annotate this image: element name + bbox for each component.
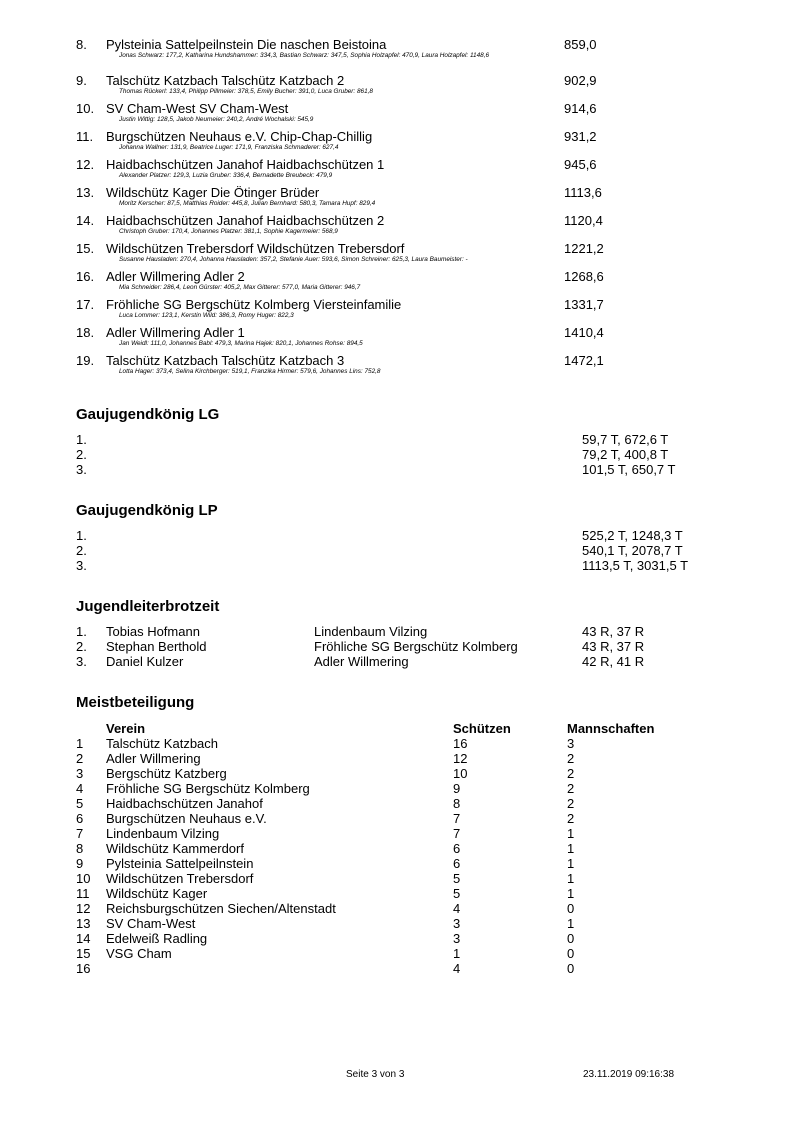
team-members: Justin Wittig: 128,5, Jakob Neumeier: 240,2, André Wochalski: 545,9 — [119, 116, 314, 123]
team-count: 1 — [567, 856, 575, 871]
team-count: 1 — [567, 871, 575, 886]
shooter-count: 7 — [453, 826, 461, 841]
team-members: Moritz Kerscher: 87,5, Matthias Roider: 445,8, Julian Bernhard: 580,3, Tamara Hupf: 829,4 — [119, 200, 376, 207]
rank: 1. — [76, 624, 87, 639]
person-name: Tobias Hofmann — [106, 624, 200, 639]
team-rank: 13. — [76, 185, 95, 200]
team-members: Mia Schneider: 286,4, Leon Gürster: 405,2, Max Gitterer: 577,0, Maria Gitterer: 946,7 — [119, 284, 361, 291]
team-score: 1268,6 — [564, 269, 604, 284]
team-count: 1 — [567, 841, 575, 856]
team-score: 1221,2 — [564, 241, 604, 256]
team-name: Talschütz Katzbach Talschütz Katzbach 3 — [106, 353, 345, 368]
club-name: VSG Cham — [106, 946, 172, 961]
team-members: Lotta Hager: 373,4, Selina Kirchberger: 519,1, Franzika Hirmer: 579,6, Johannes Lins: 752,8 — [119, 368, 381, 375]
section-title-gaujugendkoenig-lp: Gaujugendkönig LP — [76, 502, 218, 519]
shooter-count: 1 — [453, 946, 461, 961]
team-count: 0 — [567, 946, 575, 961]
row-rank: 5 — [76, 796, 84, 811]
row-rank: 9 — [76, 856, 84, 871]
team-count: 1 — [567, 886, 575, 901]
team-name: Haidbachschützen Janahof Haidbachschützen 1 — [106, 157, 385, 172]
team-members: Susanne Hausladen: 270,4, Johanna Hausladen: 357,2, Stefanie Auer: 593,6, Simon Schreiner: 625,3, Laura Baumeister: - — [119, 256, 468, 263]
value: 525,2 T, 1248,3 T — [582, 528, 683, 543]
team-members: Jan Weidl: 111,0, Johannes Babl: 479,3, Marina Hajek: 820,1, Johannes Rohse: 894,5 — [119, 340, 363, 347]
shooter-count: 4 — [453, 901, 461, 916]
row-rank: 13 — [76, 916, 91, 931]
team-count: 0 — [567, 931, 575, 946]
shooter-count: 6 — [453, 856, 461, 871]
club-name: Lindenbaum Vilzing — [106, 826, 220, 841]
team-count: 0 — [567, 901, 575, 916]
team-count: 2 — [567, 766, 575, 781]
club-name: Wildschützen Trebersdorf — [106, 871, 254, 886]
rank: 2. — [76, 639, 87, 654]
team-name: Wildschützen Trebersdorf Wildschützen Trebersdorf — [106, 241, 405, 256]
row-rank: 12 — [76, 901, 91, 916]
team-count: 1 — [567, 916, 575, 931]
row-rank: 2 — [76, 751, 84, 766]
club-name: Lindenbaum Vilzing — [314, 624, 428, 639]
team-rank: 19. — [76, 353, 95, 368]
rank: 1. — [76, 432, 87, 447]
team-count: 2 — [567, 781, 575, 796]
row-rank: 16 — [76, 961, 91, 976]
row-rank: 8 — [76, 841, 84, 856]
shooter-count: 12 — [453, 751, 468, 766]
team-score: 1410,4 — [564, 325, 604, 340]
value: 1113,5 T, 3031,5 T — [582, 558, 689, 573]
club-name: Burgschützen Neuhaus e.V. — [106, 811, 267, 826]
row-rank: 15 — [76, 946, 91, 961]
shooter-count: 9 — [453, 781, 461, 796]
print-timestamp: 23.11.2019 09:16:38 — [583, 1069, 675, 1080]
team-score: 902,9 — [564, 73, 597, 88]
row-rank: 6 — [76, 811, 84, 826]
team-score: 945,6 — [564, 157, 597, 172]
shooter-count: 4 — [453, 961, 461, 976]
column-header-schuetzen: Schützen — [453, 721, 511, 736]
club-name: Reichsburgschützen Siechen/Altenstadt — [106, 901, 336, 916]
club-name: Wildschütz Kager — [106, 886, 208, 901]
shooter-count: 3 — [453, 916, 461, 931]
team-rank: 15. — [76, 241, 95, 256]
value: 43 R, 37 R — [582, 624, 645, 639]
club-name: Edelweiß Radling — [106, 931, 208, 946]
team-rank: 12. — [76, 157, 95, 172]
team-rank: 14. — [76, 213, 95, 228]
team-members: Johanna Wallner: 131,9, Beatrice Luger: 171,9, Franziska Schmaderer: 627,4 — [119, 144, 339, 151]
team-name: Burgschützen Neuhaus e.V. Chip-Chap-Chillig — [106, 129, 373, 144]
team-name: Pylsteinia Sattelpeilnstein Die naschen Beistoina — [106, 37, 387, 52]
shooter-count: 8 — [453, 796, 461, 811]
club-name: Haidbachschützen Janahof — [106, 796, 263, 811]
team-score: 1472,1 — [564, 353, 604, 368]
team-members: Christoph Gruber: 170,4, Johannes Platzer: 381,1, Sophie Kagermeier: 568,9 — [119, 228, 338, 235]
rank: 3. — [76, 654, 87, 669]
team-members: Alexander Platzer: 129,3, Luzia Gruber: 336,4, Bernadette Breubeck: 479,9 — [119, 172, 333, 179]
column-header-mannschaften: Mannschaften — [567, 721, 655, 736]
team-rank: 11. — [76, 129, 94, 144]
team-rank: 16. — [76, 269, 95, 284]
value: 43 R, 37 R — [582, 639, 645, 654]
team-score: 1113,6 — [564, 185, 602, 200]
team-count: 2 — [567, 796, 575, 811]
team-name: Wildschütz Kager Die Ötinger Brüder — [106, 185, 320, 200]
row-rank: 3 — [76, 766, 84, 781]
rank: 3. — [76, 462, 87, 477]
team-score: 1331,7 — [564, 297, 604, 312]
club-name: Talschütz Katzbach — [106, 736, 219, 751]
section-title-jugendleiterbrotzeit: Jugendleiterbrotzeit — [76, 598, 220, 615]
shooter-count: 3 — [453, 931, 461, 946]
page-number: Seite 3 von 3 — [346, 1069, 405, 1080]
rank: 3. — [76, 558, 87, 573]
team-members: Jonas Schwarz: 177,2, Katharina Hundshammer: 334,3, Bastian Schwarz: 347,5, Sophia Holzapfel: 470,9, Laura Holzapfel: 1148,6 — [119, 52, 490, 59]
club-name: Wildschütz Kammerdorf — [106, 841, 244, 856]
rank: 1. — [76, 528, 87, 543]
team-count: 1 — [567, 826, 575, 841]
team-score: 931,2 — [564, 129, 597, 144]
team-name: Talschütz Katzbach Talschütz Katzbach 2 — [106, 73, 345, 88]
value: 42 R, 41 R — [582, 654, 645, 669]
team-name: Adler Willmering Adler 1 — [106, 325, 245, 340]
team-rank: 10. — [76, 101, 95, 116]
row-rank: 10 — [76, 871, 91, 886]
value: 59,7 T, 672,6 T — [582, 432, 669, 447]
team-rank: 9. — [76, 73, 87, 88]
club-name: Pylsteinia Sattelpeilnstein — [106, 856, 254, 871]
team-members: Luca Lommer: 123,1, Kerstin Wild: 386,3, Romy Huger: 822,3 — [119, 312, 294, 319]
shooter-count: 10 — [453, 766, 468, 781]
shooter-count: 5 — [453, 871, 461, 886]
row-rank: 4 — [76, 781, 84, 796]
club-name: Fröhliche SG Bergschütz Kolmberg — [314, 639, 518, 654]
row-rank: 11 — [76, 886, 90, 901]
club-name: SV Cham-West — [106, 916, 196, 931]
team-count: 2 — [567, 811, 575, 826]
club-name: Adler Willmering — [314, 654, 409, 669]
club-name: Bergschütz Katzberg — [106, 766, 227, 781]
team-score: 1120,4 — [564, 213, 603, 228]
team-rank: 8. — [76, 37, 87, 52]
person-name: Stephan Berthold — [106, 639, 207, 654]
section-title-gaujugendkoenig-lg: Gaujugendkönig LG — [76, 406, 220, 423]
column-header-verein: Verein — [106, 721, 146, 736]
team-count: 3 — [567, 736, 575, 751]
team-score: 859,0 — [564, 37, 597, 52]
team-name: Haidbachschützen Janahof Haidbachschützen 2 — [106, 213, 385, 228]
value: 540,1 T, 2078,7 T — [582, 543, 683, 558]
team-name: Adler Willmering Adler 2 — [106, 269, 245, 284]
section-title-meistbeteiligung: Meistbeteiligung — [76, 694, 195, 711]
shooter-count: 16 — [453, 736, 468, 751]
team-rank: 17. — [76, 297, 95, 312]
value: 101,5 T, 650,7 T — [582, 462, 676, 477]
team-count: 0 — [567, 961, 575, 976]
team-count: 2 — [567, 751, 575, 766]
team-name: Fröhliche SG Bergschütz Kolmberg Viersteinfamilie — [106, 297, 402, 312]
rank: 2. — [76, 447, 87, 462]
team-rank: 18. — [76, 325, 95, 340]
shooter-count: 7 — [453, 811, 461, 826]
shooter-count: 6 — [453, 841, 461, 856]
row-rank: 7 — [76, 826, 84, 841]
rank: 2. — [76, 543, 87, 558]
value: 79,2 T, 400,8 T — [582, 447, 669, 462]
club-name: Fröhliche SG Bergschütz Kolmberg — [106, 781, 310, 796]
shooter-count: 5 — [453, 886, 461, 901]
club-name: Adler Willmering — [106, 751, 201, 766]
row-rank: 1 — [76, 736, 84, 751]
team-members: Thomas Rückerl: 133,4, Philipp Pillmeier: 378,5, Emily Bucher: 391,0, Luca Gruber: 861,8 — [119, 88, 373, 95]
person-name: Daniel Kulzer — [106, 654, 184, 669]
team-score: 914,6 — [564, 101, 597, 116]
row-rank: 14 — [76, 931, 91, 946]
team-name: SV Cham-West SV Cham-West — [106, 101, 289, 116]
